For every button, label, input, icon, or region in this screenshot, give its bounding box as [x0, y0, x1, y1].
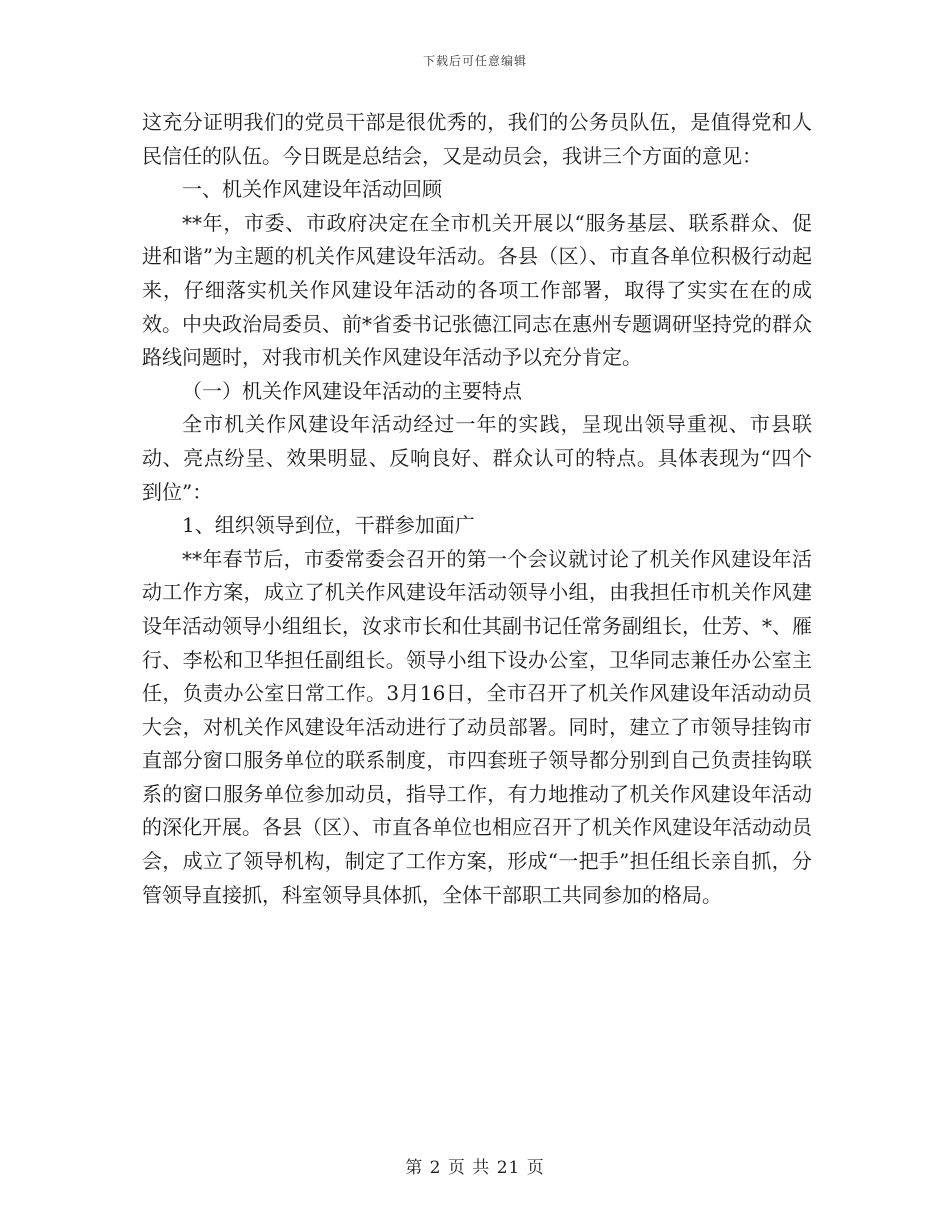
document-body — [142, 106, 812, 912]
item-heading-1: 1、组织领导到位，干群参加面广 — [182, 513, 475, 538]
paragraph-4: **年春节后，市委常委会召开的第一个会议就讨论了机关作风建设年活动工作方案，成立了机关作风建设年活动领导小组，由我担任市机关作风建设年活动领导小组组长，汝求市长和仕其副书记任常务副组长，仕芳、*、雁行、李松和卫华担任副组长。领导小组下设办公室，卫华同志兼任办公室主任，负责办公室日常工作。3月16日，全市召开了机关作风建设年活动动员大会，对机关作风建设年活动进行了动员部署。同时，建立了市领导挂钩市直部分窗口服务单位的联系制度，市四套班子领导都分别到自己负责挂钩联系的窗口服务单位参加动员，指导工作，有力地推动了机关作风建设年活动的深化开展。各县（区）、市直各单位也相应召开了机关作风建设年活动动员会，成立了领导机构，制定了工作方案，形成“一把手”担任组长亲自抓，分管领导直接抓，科室领导具体抓，全体干部职工共同参加的格局。 — [142, 546, 812, 907]
paragraph-3: 全市机关作风建设年活动经过一年的实践，呈现出领导重视、市县联动、亮点纷呈、效果明显、反响良好、群众认可的特点。具体表现为“四个到位”： — [142, 412, 812, 504]
page-header-note: 下载后可任意编辑 — [422, 54, 527, 68]
subsection-heading-1: （一）机关作风建设年活动的主要特点 — [182, 378, 522, 403]
paragraph-1: 这充分证明我们的党员干部是很优秀的，我们的公务员队伍，是值得党和人民信任的队伍。今日既是总结会，又是动员会，我讲三个方面的意见： — [142, 110, 812, 168]
page-number: 第 2 页 共 21 页 — [405, 1158, 545, 1178]
paragraph-2: **年，市委、市政府决定在全市机关开展以“服务基层、联系群众、促进和谐”为主题的机关作风建设年活动。各县（区）、市直各单位积极行动起来，仔细落实机关作风建设年活动的各项工作部署，取得了实实在在的成效。中央政治局委员、前*省委书记张德江同志在惠州专题调研坚持党的群众路线问题时，对我市机关作风建设年活动予以充分肯定。 — [142, 210, 812, 370]
section-heading-1: 一、机关作风建设年活动回顾 — [182, 177, 442, 202]
